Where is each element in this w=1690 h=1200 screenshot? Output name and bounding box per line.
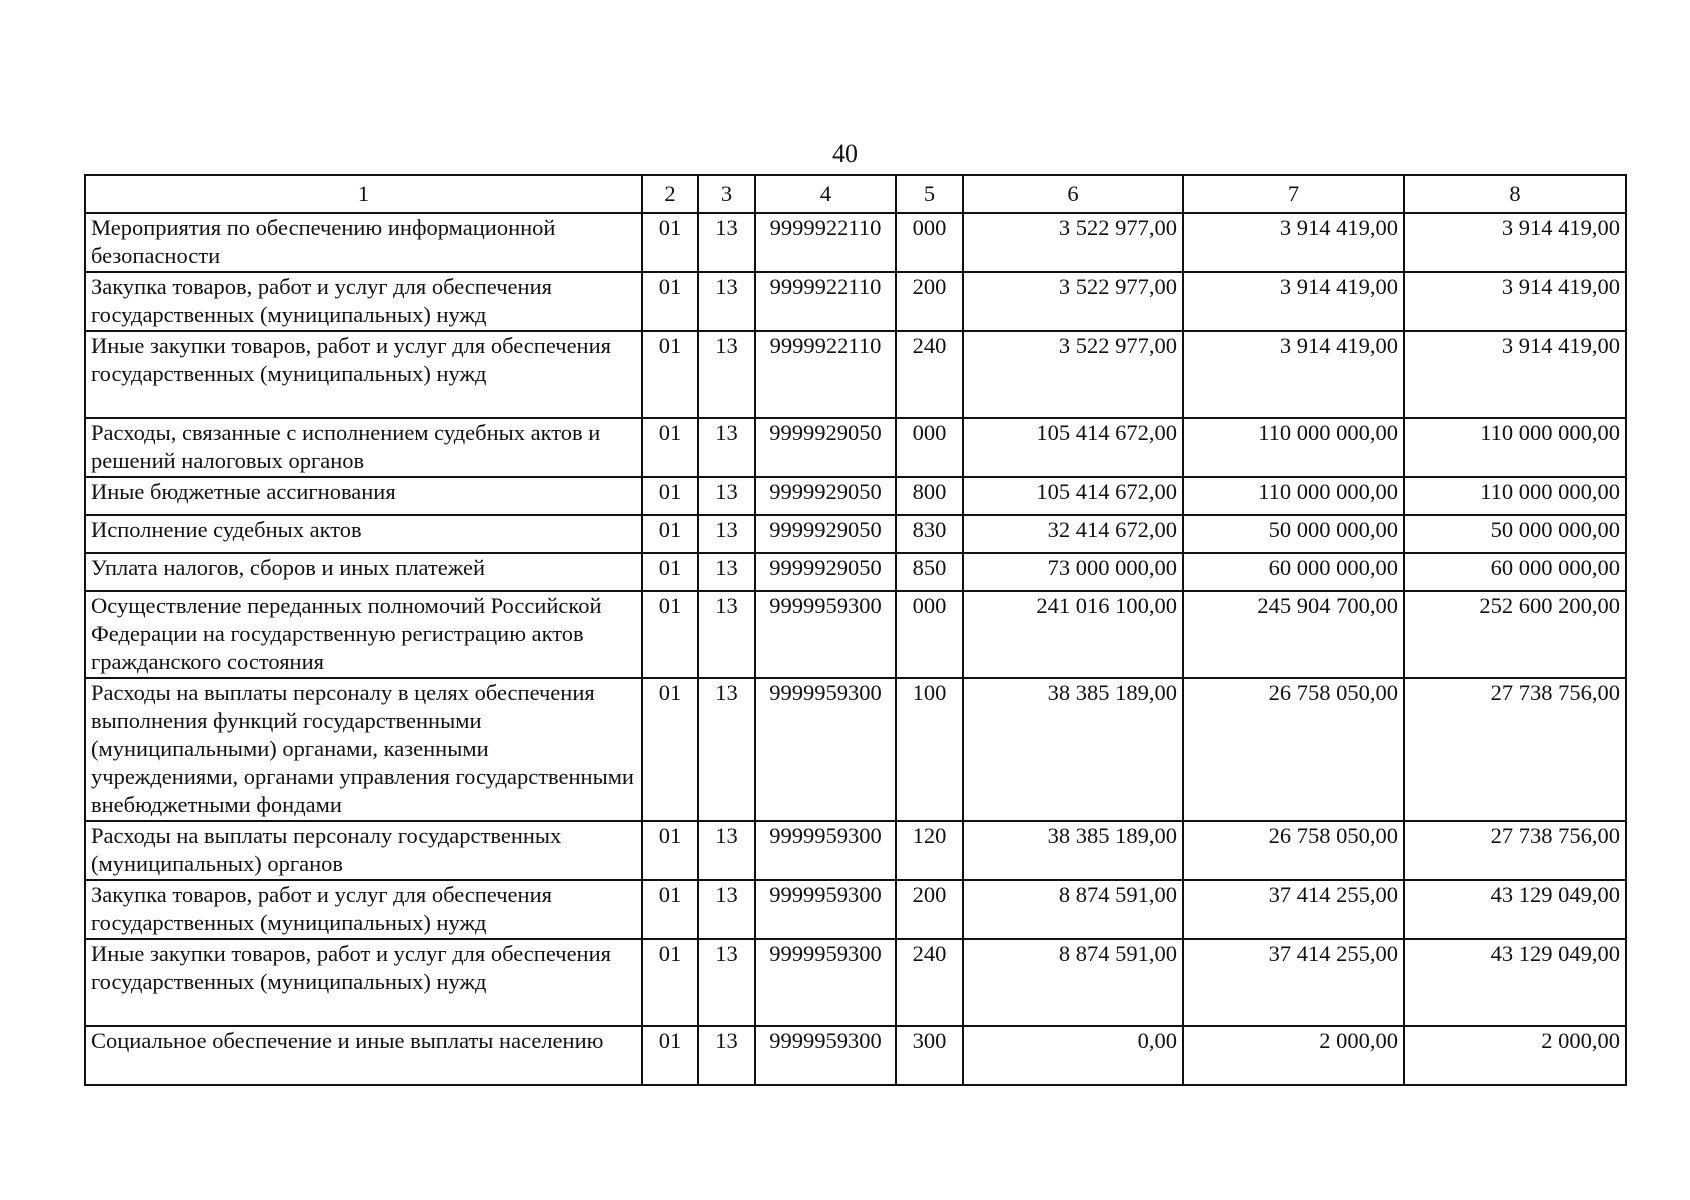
amount-col8-cell: 43 129 049,00 [1404,880,1626,939]
subsection-code-cell: 13 [698,477,755,515]
amount-col6-cell: 105 414 672,00 [963,477,1183,515]
table-row [85,213,1626,272]
amount-col8-cell: 43 129 049,00 [1404,939,1626,1026]
section-code-cell: 01 [642,939,698,1026]
page-number: 40 [832,139,858,168]
expense-type-cell: 000 [896,591,963,678]
table-row [85,331,1626,418]
subsection-code-cell: 13 [698,880,755,939]
target-article-cell: 9999929050 [755,553,896,591]
target-article-cell: 9999929050 [755,418,896,477]
amount-col6-cell: 3 522 977,00 [963,331,1183,418]
amount-col7-cell: 3 914 419,00 [1183,331,1404,418]
target-article-cell: 9999922110 [755,331,896,418]
amount-col7-cell: 3 914 419,00 [1183,272,1404,331]
table-row [85,272,1626,331]
column-header: 8 [1404,175,1626,213]
section-code-cell: 01 [642,1026,698,1085]
section-code-cell: 01 [642,591,698,678]
expense-type-cell: 120 [896,821,963,880]
expense-type-cell: 240 [896,939,963,1026]
column-header: 5 [896,175,963,213]
amount-col6-cell: 38 385 189,00 [963,821,1183,880]
subsection-code-cell: 13 [698,213,755,272]
table-row [85,553,1626,591]
amount-col6-cell: 0,00 [963,1026,1183,1085]
amount-col7-cell: 26 758 050,00 [1183,678,1404,821]
table-row [85,1026,1626,1085]
column-header: 1 [85,175,642,213]
target-article-cell: 9999959300 [755,591,896,678]
expense-type-cell: 200 [896,880,963,939]
column-header: 4 [755,175,896,213]
table-row [85,477,1626,515]
subsection-code-cell: 13 [698,591,755,678]
table-row [85,418,1626,477]
expense-name-cell: Мероприятия по обеспечению информационной безопасности [85,213,642,272]
table-row [85,678,1626,821]
expense-type-cell: 200 [896,272,963,331]
amount-col6-cell: 8 874 591,00 [963,939,1183,1026]
amount-col8-cell: 3 914 419,00 [1404,272,1626,331]
expense-name-cell: Социальное обеспечение и иные выплаты населению [85,1026,642,1085]
subsection-code-cell: 13 [698,331,755,418]
expense-type-cell: 240 [896,331,963,418]
amount-col7-cell: 50 000 000,00 [1183,515,1404,553]
subsection-code-cell: 13 [698,1026,755,1085]
amount-col8-cell: 50 000 000,00 [1404,515,1626,553]
expense-name-cell: Расходы на выплаты персоналу в целях обеспечения выполнения функций государственными (муниципальными) органами, казенными учреждениями, органами управления государственными внебюджетными фондами [85,678,642,821]
table-row [85,821,1626,880]
amount-col8-cell: 2 000,00 [1404,1026,1626,1085]
section-code-cell: 01 [642,678,698,821]
amount-col8-cell: 110 000 000,00 [1404,418,1626,477]
expense-type-cell: 000 [896,418,963,477]
amount-col8-cell: 3 914 419,00 [1404,331,1626,418]
section-code-cell: 01 [642,331,698,418]
amount-col8-cell: 252 600 200,00 [1404,591,1626,678]
expense-type-cell: 000 [896,213,963,272]
section-code-cell: 01 [642,515,698,553]
target-article-cell: 9999959300 [755,1026,896,1085]
section-code-cell: 01 [642,477,698,515]
expense-name-cell: Расходы, связанные с исполнением судебных актов и решений налоговых органов [85,418,642,477]
amount-col7-cell: 3 914 419,00 [1183,213,1404,272]
expense-name-cell: Иные закупки товаров, работ и услуг для обеспечения государственных (муниципальных) нужд [85,939,642,1026]
amount-col7-cell: 60 000 000,00 [1183,553,1404,591]
amount-col6-cell: 8 874 591,00 [963,880,1183,939]
expense-type-cell: 830 [896,515,963,553]
target-article-cell: 9999929050 [755,515,896,553]
subsection-code-cell: 13 [698,678,755,821]
target-article-cell: 9999959300 [755,880,896,939]
target-article-cell: 9999959300 [755,939,896,1026]
section-code-cell: 01 [642,213,698,272]
section-code-cell: 01 [642,880,698,939]
section-code-cell: 01 [642,553,698,591]
section-code-cell: 01 [642,272,698,331]
table-row [85,591,1626,678]
expense-name-cell: Расходы на выплаты персоналу государственных (муниципальных) органов [85,821,642,880]
amount-col7-cell: 245 904 700,00 [1183,591,1404,678]
amount-col6-cell: 73 000 000,00 [963,553,1183,591]
expense-type-cell: 800 [896,477,963,515]
table-header-row [85,175,1626,213]
budget-table [84,174,1627,1086]
expense-name-cell: Закупка товаров, работ и услуг для обеспечения государственных (муниципальных) нужд [85,880,642,939]
expense-name-cell: Закупка товаров, работ и услуг для обеспечения государственных (муниципальных) нужд [85,272,642,331]
section-code-cell: 01 [642,821,698,880]
amount-col7-cell: 110 000 000,00 [1183,418,1404,477]
expense-name-cell: Иные закупки товаров, работ и услуг для обеспечения государственных (муниципальных) нужд [85,331,642,418]
amount-col6-cell: 3 522 977,00 [963,272,1183,331]
amount-col8-cell: 110 000 000,00 [1404,477,1626,515]
subsection-code-cell: 13 [698,821,755,880]
amount-col8-cell: 3 914 419,00 [1404,213,1626,272]
amount-col6-cell: 38 385 189,00 [963,678,1183,821]
expense-name-cell: Уплата налогов, сборов и иных платежей [85,553,642,591]
target-article-cell: 9999929050 [755,477,896,515]
subsection-code-cell: 13 [698,272,755,331]
table-row [85,880,1626,939]
expense-type-cell: 100 [896,678,963,821]
amount-col7-cell: 37 414 255,00 [1183,939,1404,1026]
column-header: 6 [963,175,1183,213]
amount-col7-cell: 37 414 255,00 [1183,880,1404,939]
amount-col8-cell: 27 738 756,00 [1404,678,1626,821]
column-header: 2 [642,175,698,213]
target-article-cell: 9999959300 [755,821,896,880]
subsection-code-cell: 13 [698,515,755,553]
subsection-code-cell: 13 [698,418,755,477]
column-header: 7 [1183,175,1404,213]
table-row [85,939,1626,1026]
amount-col7-cell: 2 000,00 [1183,1026,1404,1085]
expense-type-cell: 850 [896,553,963,591]
table-row [85,515,1626,553]
section-code-cell: 01 [642,418,698,477]
amount-col8-cell: 60 000 000,00 [1404,553,1626,591]
expense-type-cell: 300 [896,1026,963,1085]
subsection-code-cell: 13 [698,553,755,591]
amount-col7-cell: 110 000 000,00 [1183,477,1404,515]
amount-col6-cell: 32 414 672,00 [963,515,1183,553]
amount-col6-cell: 105 414 672,00 [963,418,1183,477]
expense-name-cell: Исполнение судебных актов [85,515,642,553]
column-header: 3 [698,175,755,213]
target-article-cell: 9999922110 [755,272,896,331]
amount-col6-cell: 241 016 100,00 [963,591,1183,678]
amount-col8-cell: 27 738 756,00 [1404,821,1626,880]
target-article-cell: 9999959300 [755,678,896,821]
target-article-cell: 9999922110 [755,213,896,272]
expense-name-cell: Осуществление переданных полномочий Российской Федерации на государственную регистрацию актов гражданского состояния [85,591,642,678]
expense-name-cell: Иные бюджетные ассигнования [85,477,642,515]
amount-col7-cell: 26 758 050,00 [1183,821,1404,880]
amount-col6-cell: 3 522 977,00 [963,213,1183,272]
subsection-code-cell: 13 [698,939,755,1026]
